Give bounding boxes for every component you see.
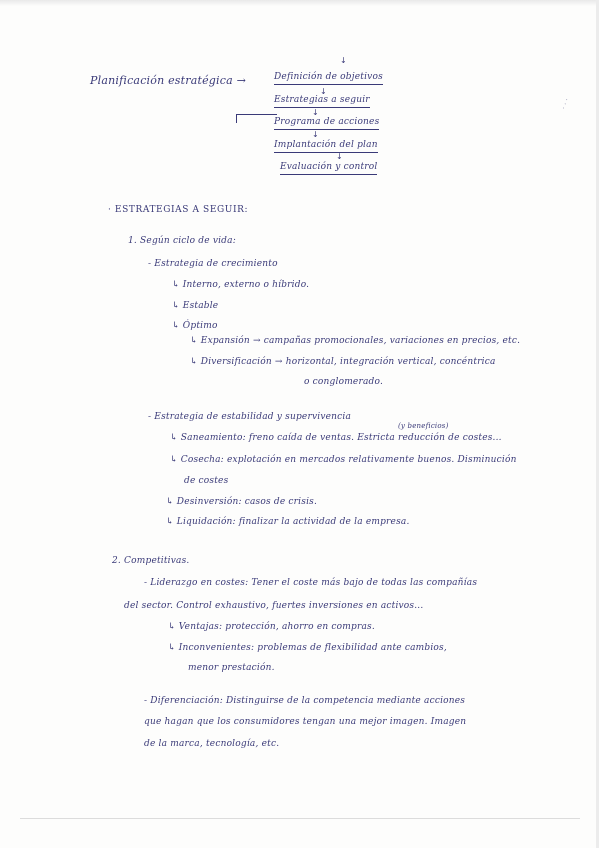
part1-title: 1. Según ciclo de vida:: [128, 236, 236, 246]
leadership-line: - Liderazgo en costes: Tener el coste más bajo de todas las compañías: [144, 578, 478, 588]
expansion-item: ↳ Expansión → campañas promocionales, variaciones en precios, etc.: [190, 336, 521, 346]
growth-title: - Estrategia de crecimiento: [148, 259, 278, 269]
flow-step-4: Implantación del plan: [274, 140, 378, 153]
stability-item: ↳ Saneamiento: freno caída de ventas. Estricta reducción de costes...: [170, 433, 502, 443]
differentiation-line: de la marca, tecnología, etc.: [144, 739, 280, 749]
part2-title: 2. Competitivas.: [112, 556, 190, 566]
page-bottom-line: [20, 818, 580, 819]
flow-step-3: Programa de acciones: [274, 117, 379, 130]
planning-label: Planificación estratégica →: [90, 74, 246, 87]
flow-step-5: Evaluación y control: [280, 162, 377, 175]
arrow-down-icon: ↓: [312, 130, 319, 139]
differentiation-line: que hagan que los consumidores tengan una mejor imagen. Imagen: [144, 717, 467, 727]
stability-item: ↳ Liquidación: finalizar la actividad de la empresa.: [166, 517, 410, 527]
stability-item-cont: de costes: [184, 476, 229, 486]
differentiation-line: - Diferenciación: Distinguirse de la competencia mediante acciones: [144, 696, 466, 706]
leadership-item: ↳ Inconvenientes: problemas de flexibilidad ante cambios,: [168, 643, 447, 653]
stability-title: - Estrategia de estabilidad y supervivencia: [148, 412, 352, 422]
flow-step-2: Estrategias a seguir: [274, 95, 370, 108]
margin-scribble: · · ·: [559, 97, 572, 111]
stability-note: (y beneficios): [398, 422, 449, 430]
section-title: · ESTRATEGIAS A SEGUIR:: [108, 205, 249, 215]
feedback-bracket: [236, 114, 277, 123]
arrow-down-icon: ↓: [320, 87, 327, 96]
growth-item: ↳ Interno, externo o híbrido.: [172, 280, 310, 290]
growth-item: ↳ Óptimo: [172, 321, 218, 331]
diversification-item: ↳ Diversificación → horizontal, integración vertical, concéntrica: [190, 357, 496, 367]
growth-item: ↳ Estable: [172, 301, 219, 311]
leadership-item: ↳ Ventajas: protección, ahorro en compras.: [168, 622, 375, 632]
flow-step-1: Definición de objetivos: [274, 72, 383, 85]
arrow-down-icon: ↓: [336, 152, 343, 161]
arrow-down-icon: ↓: [312, 108, 319, 117]
leadership-line: del sector. Control exhaustivo, fuertes inversiones en activos...: [124, 601, 424, 611]
diversification-cont: o conglomerado.: [304, 377, 384, 387]
page-top-edge: [0, 0, 599, 6]
stability-item: ↳ Desinversión: casos de crisis.: [166, 497, 318, 507]
arrow-down-icon: ↓: [340, 56, 347, 65]
leadership-item-cont: menor prestación.: [188, 663, 275, 673]
stability-item: ↳ Cosecha: explotación en mercados relativamente buenos. Disminución: [170, 455, 517, 465]
